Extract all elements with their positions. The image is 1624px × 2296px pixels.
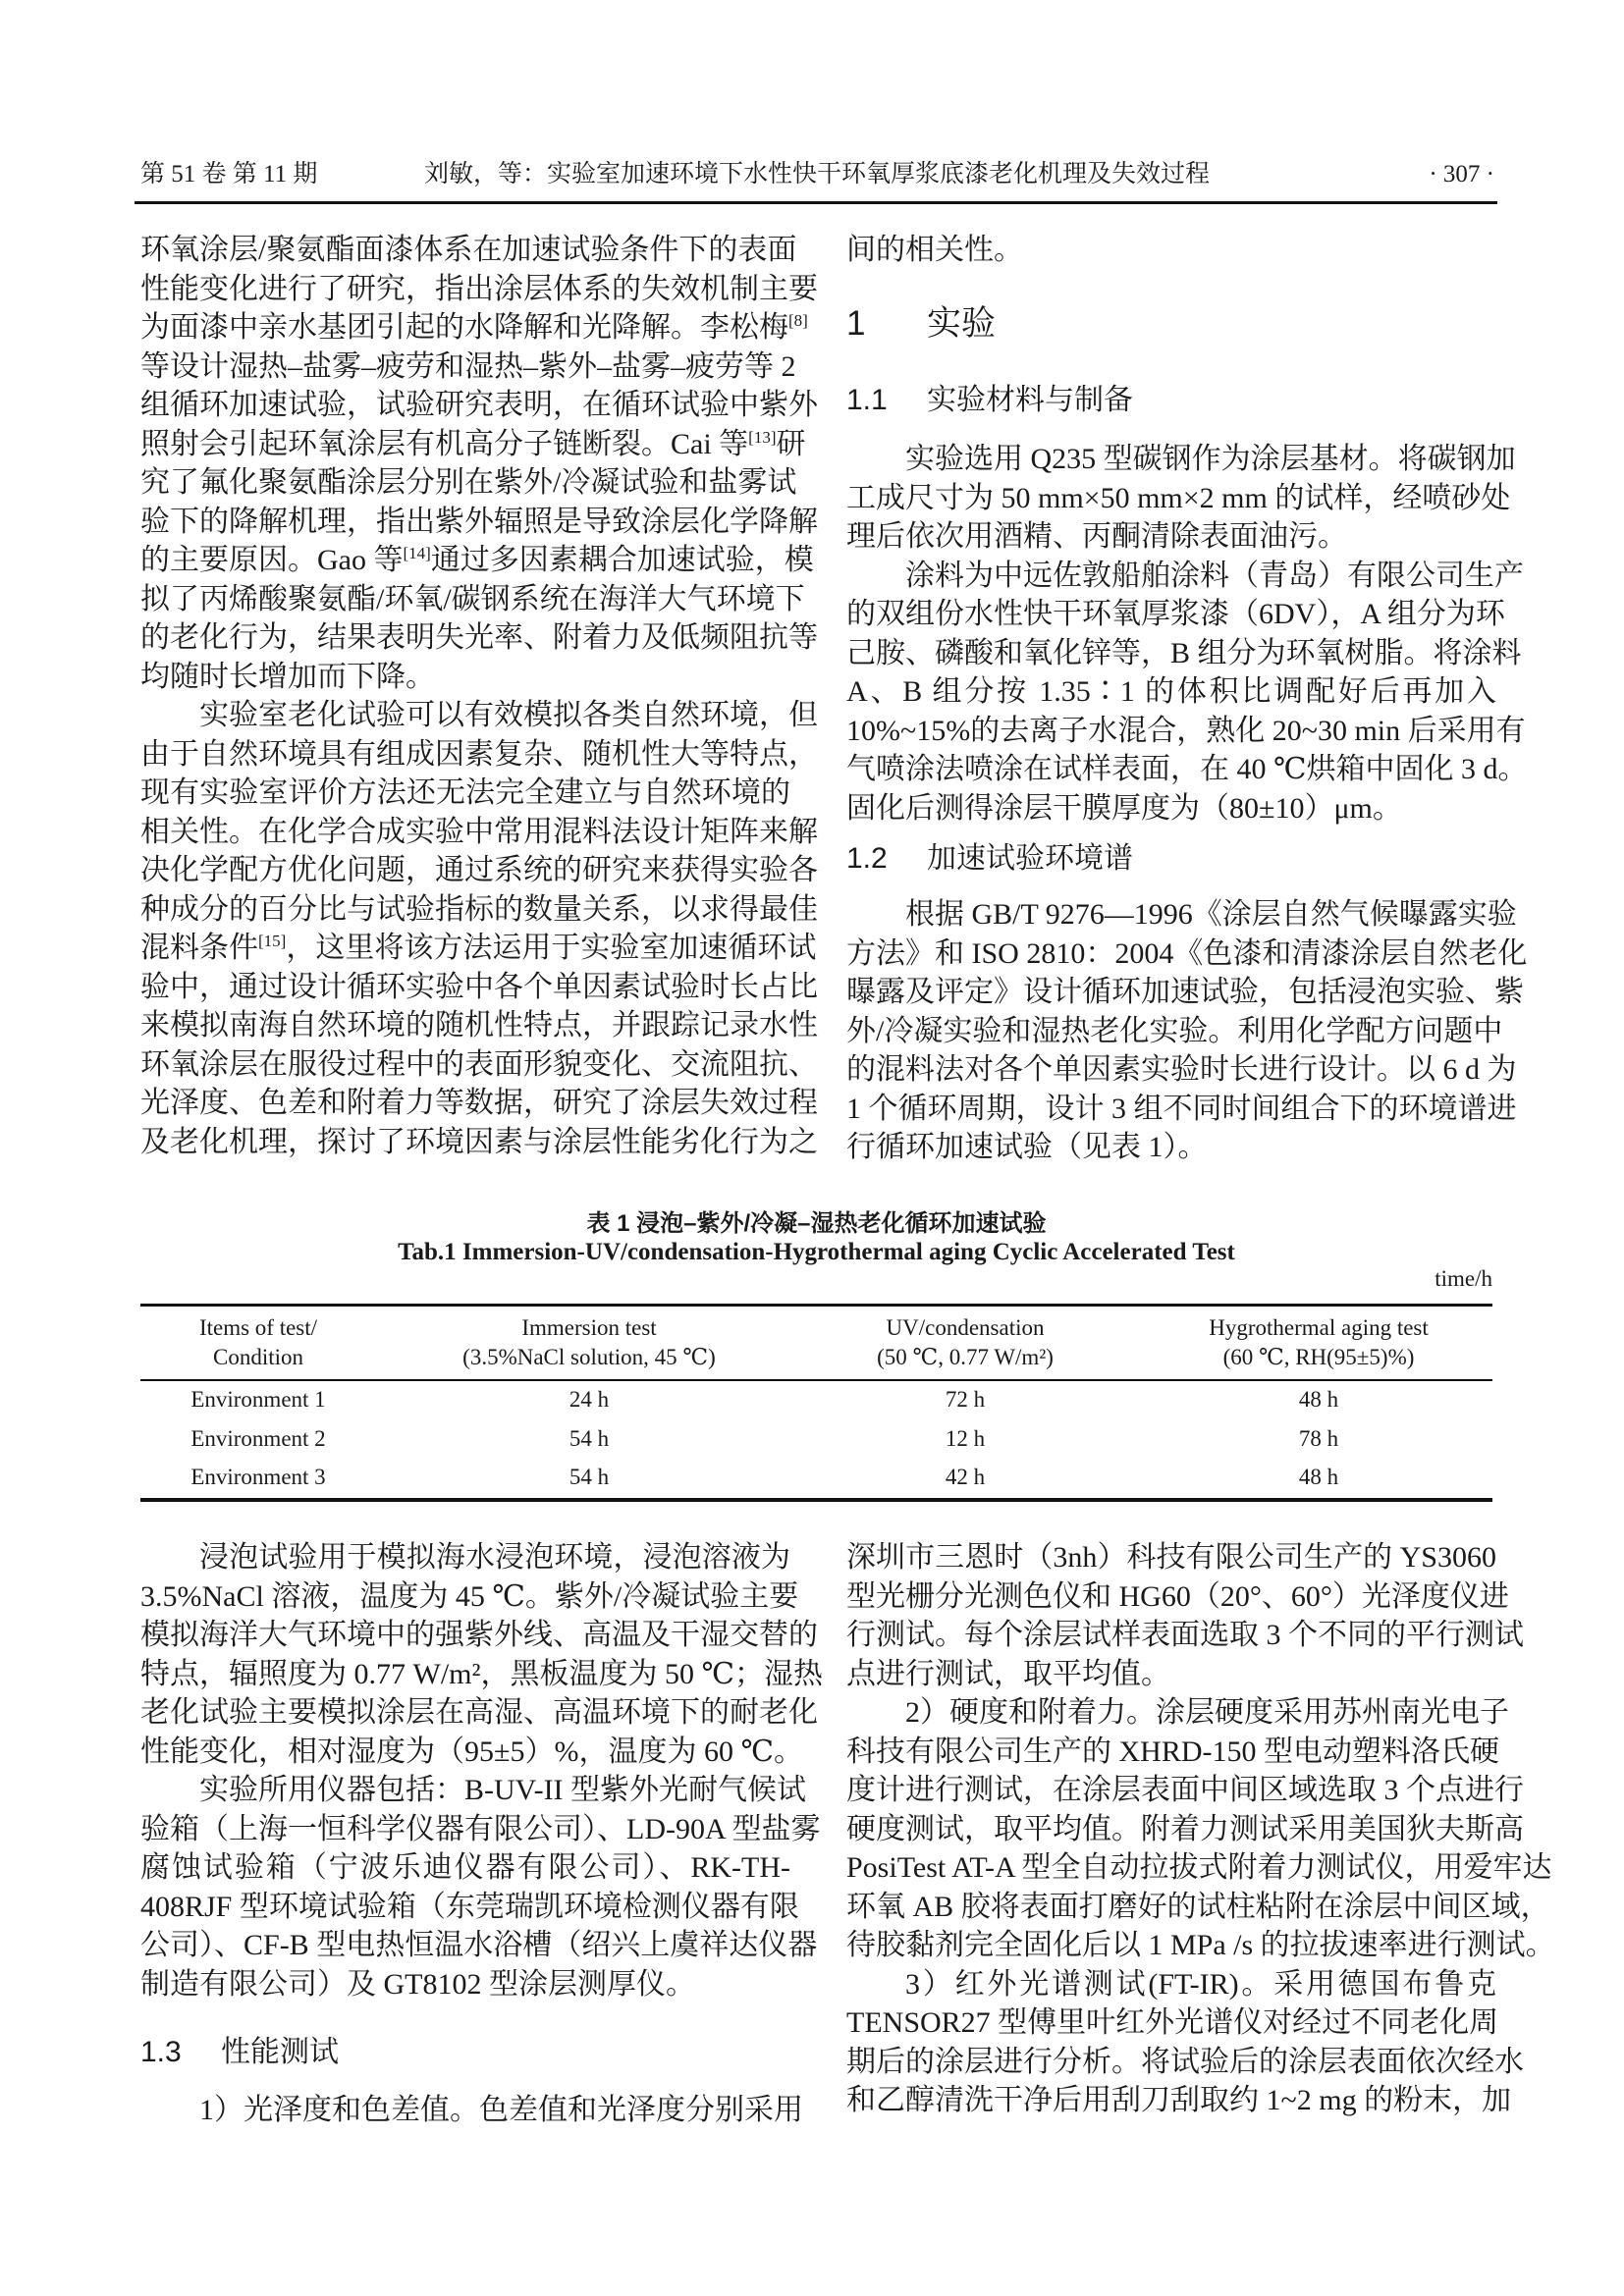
citation-superscript: [15] — [258, 932, 287, 950]
text-line: 均随时长增加而下降。 — [140, 660, 435, 693]
text-line: A、B 组分按 1.35∶1 的体积比调配好后再加入 — [846, 675, 1496, 708]
text-line: 老化试验主要模拟涂层在高湿、高温环境下的耐老化 — [140, 1696, 818, 1729]
section-heading-1 — [846, 304, 1496, 344]
text-segment: 照射会引起环氧涂层有机高分子链断裂。Cai 等 — [140, 427, 749, 460]
text-line: 性能变化，相对湿度为（95±5）%，温度为 60 ℃。 — [140, 1735, 804, 1768]
table-header-cell: Hygrothermal aging test — [1209, 1315, 1429, 1340]
table-cell: 78 h — [1298, 1426, 1339, 1451]
text-line: 组循环加速试验，试验研究表明，在循环试验中紫外 — [140, 389, 818, 421]
text-line: 公司）、CF-B 型电热恒温水浴槽（绍兴上虞祥达仪器 — [140, 1929, 818, 1961]
table-header-cell: Immersion test — [521, 1315, 657, 1340]
section-number: 1 — [846, 304, 866, 343]
section-heading-1-2 — [846, 839, 1496, 879]
text-line: 实验室老化试验可以有效模拟各类自然环境，但 — [199, 699, 818, 731]
paragraph — [140, 696, 818, 1161]
text-line: 间的相关性。 — [846, 234, 1023, 266]
text-line: 相关性。在化学合成实验中常用混料法设计矩阵来解 — [140, 815, 818, 848]
text-segment: ，这里将该方法运用于实验室加速循环试 — [286, 932, 817, 964]
text-line: 2）硬度和附着力。涂层硬度采用苏州南光电子 — [905, 1696, 1509, 1729]
text-line: 特点，辐照度为 0.77 W/m²，黑板温度为 50 ℃；湿热 — [140, 1657, 824, 1690]
volume-issue: 第 51 卷 第 11 期 — [140, 161, 318, 187]
text-line: 实验所用仪器包括：B-UV-II 型紫外光耐气候试 — [199, 1774, 807, 1806]
section-title: 加速试验环境谱 — [927, 842, 1133, 875]
text-line: 由于自然环境具有组成因素复杂、随机性大等特点， — [140, 737, 818, 771]
text-segment: 为面漆中亲水基团引起的水降解和光降解。李松梅 — [140, 311, 788, 344]
paragraph — [140, 2091, 803, 2130]
text-line: 待胶黏剂完全固化后以 1 MPa /s 的拉拔速率进行测试。 — [846, 1929, 1555, 1961]
paragraph — [846, 440, 1516, 557]
text-line: 涂料为中远佐敦船舶涂料（青岛）有限公司生产 — [905, 559, 1524, 592]
text-line: 己胺、磷酸和氧化锌等，B 组分为环氧树脂。将涂料 — [846, 636, 1522, 669]
text-line: 验中，通过设计循环实验中各个单因素试验时长占比 — [140, 970, 818, 1003]
text-line: 深圳市三恩时（3nh）科技有限公司生产的 YS3060 — [846, 1541, 1496, 1574]
table-cell: 42 h — [945, 1465, 986, 1489]
text-line: 的老化行为，结果表明失光率、附着力及低频阻抗等 — [140, 621, 818, 654]
citation-superscript: [14] — [403, 544, 431, 562]
table-unit: time/h — [1435, 1266, 1492, 1291]
table-header-cell: Condition — [212, 1345, 303, 1369]
citation-superscript: [13] — [748, 427, 777, 447]
table-row-label: Environment 2 — [190, 1426, 326, 1451]
text-line: 的双组份水性快干环氧厚浆漆（6DV），A 组分为环 — [846, 598, 1505, 630]
table-cell: 54 h — [568, 1465, 610, 1489]
text-line: 气喷涂法喷涂在试样表面，在 40 ℃烘箱中固化 3 d。 — [846, 753, 1528, 785]
text-line: 制造有限公司）及 GT8102 型涂层测厚仪。 — [140, 1967, 695, 2001]
text-line: 期后的涂层进行分析。将试验后的涂层表面依次经水 — [846, 2045, 1524, 2078]
paragraph — [846, 1965, 1524, 2120]
text-line: 10%~15%的去离子水混合，熟化 20~30 min 后采用有 — [846, 714, 1526, 747]
text-line: 种成分的百分比与试验指标的数量关系，以求得最佳 — [140, 892, 818, 926]
text-line: 等设计湿热–盐雾–疲劳和湿热–紫外–盐雾–疲劳等 2 — [140, 349, 796, 383]
section-title: 性能测试 — [221, 2036, 339, 2068]
table-header-cell: (3.5%NaCl solution, 45 ℃) — [462, 1345, 716, 1369]
text-line: 实验选用 Q235 型碳钢作为涂层基材。将碳钢加 — [905, 443, 1516, 475]
paragraph — [140, 231, 818, 696]
text-line: 性能变化进行了研究，指出涂层体系的失效机制主要 — [140, 272, 818, 305]
text-line: 3）红外光谱测试(FT-IR)。采用德国布鲁克 — [905, 1967, 1496, 2001]
section-number: 1.3 — [140, 2036, 182, 2068]
table-cell: 54 h — [568, 1426, 610, 1451]
table-header-cell: (50 ℃, 0.77 W/m²) — [877, 1345, 1054, 1369]
text-segment: 混料条件 — [140, 932, 258, 964]
table-cell: 24 h — [568, 1387, 610, 1412]
text-line: 验下的降解机理，指出紫外辐照是导致涂层化学降解 — [140, 505, 818, 538]
table-cell: 48 h — [1298, 1465, 1339, 1489]
section-number: 1.2 — [846, 842, 888, 875]
text-line: 环氧涂层在服役过程中的表面形貌变化、交流阻抗、 — [140, 1047, 818, 1081]
text-line: 现有实验室评价方法还无法完全建立与自然环境的 — [140, 776, 790, 809]
citation-superscript: [8] — [788, 311, 808, 330]
text-line: 腐蚀试验箱（宁波乐迪仪器有限公司）、RK-TH- — [140, 1851, 790, 1884]
table-row-label: Environment 3 — [190, 1465, 326, 1489]
text-line: 及老化机理，探讨了环境因素与涂层性能劣化行为之 — [140, 1125, 818, 1158]
table-bottom-rule — [140, 1498, 1492, 1502]
running-title: 刘敏，等：实验室加速环境下水性快干环氧厚浆底漆老化机理及失效过程 — [424, 161, 1211, 187]
text-line: TENSOR27 型傅里叶红外光谱仪对经过不同老化周 — [846, 2006, 1499, 2039]
text-line: 光泽度、色差和附着力等数据，研究了涂层失效过程 — [140, 1087, 818, 1119]
table-caption-cn: 表 1 浸泡–紫外/冷凝–湿热老化循环加速试验 — [586, 1210, 1047, 1237]
table-caption-en: Tab.1 Immersion-UV/condensation-Hygrothermal aging Cyclic Accelerated Test — [398, 1239, 1235, 1265]
table-cell: 12 h — [945, 1426, 986, 1451]
paragraph — [846, 231, 1496, 270]
text-line: 点进行测试，取平均值。 — [846, 1657, 1170, 1690]
text-line: 硬度测试，取平均值。附着力测试采用美国狄夫斯高 — [846, 1812, 1524, 1845]
text-line: 方法》和 ISO 2810：2004《色漆和清漆涂层自然老化 — [846, 936, 1528, 970]
text-line: 1 个循环周期，设计 3 组不同时间组合下的环境谱进 — [846, 1092, 1517, 1125]
section-number: 1.1 — [846, 384, 888, 416]
text-line: 度计进行测试，在涂层表面中间区域选取 3 个点进行 — [846, 1774, 1524, 1806]
text-line: 和乙醇清洗干净后用刮刀刮取约 1~2 mg 的粉末，加 — [846, 2084, 1512, 2116]
text-line: 环氧 AB 胶将表面打磨好的试柱粘附在涂层中间区域， — [846, 1890, 1550, 1923]
text-segment: 研 — [776, 427, 806, 460]
text-line — [140, 929, 817, 968]
text-line: 拟了丙烯酸聚氨酯/环氧/碳钢系统在海洋大气环境下 — [140, 582, 805, 615]
text-line: 固化后测得涂层干膜厚度为（80±10）μm。 — [846, 791, 1402, 825]
text-line: 模拟海洋大气环境中的强紫外线、高温及干湿交替的 — [140, 1619, 818, 1651]
table-row-label: Environment 1 — [190, 1387, 326, 1412]
paragraph — [846, 557, 1528, 828]
table-header-cell: Items of test/ — [198, 1315, 318, 1340]
header-rule — [135, 201, 1497, 204]
text-line: 工成尺寸为 50 mm×50 mm×2 mm 的试样，经喷砂处 — [846, 481, 1511, 514]
text-line: 验箱（上海一恒科学仪器有限公司）、LD-90A 型盐雾 — [140, 1812, 821, 1845]
section-title: 实验材料与制备 — [927, 384, 1133, 416]
text-line: 浸泡试验用于模拟海水浸泡环境，浸泡溶液为 — [199, 1541, 790, 1574]
text-line: 根据 GB/T 9276—1996《涂层自然气候曝露实验 — [905, 898, 1517, 931]
text-line: 科技有限公司生产的 XHRD-150 型电动塑料洛氏硬 — [846, 1735, 1499, 1768]
paragraph — [846, 1693, 1555, 1965]
paragraph — [846, 1538, 1524, 1693]
text-line: 行测试。每个涂层试样表面选取 3 个不同的平行测试 — [846, 1619, 1524, 1651]
table-top-rule — [140, 1304, 1492, 1307]
table-header-cell: UV/condensation — [886, 1315, 1045, 1340]
section-heading-1-3 — [140, 2033, 790, 2072]
text-line: 来模拟南海自然环境的随机性特点，并跟踪记录水性 — [140, 1009, 818, 1041]
text-line: 究了氟化聚氨酯涂层分别在紫外/冷凝试验和盐雾试 — [140, 466, 797, 499]
paragraph — [140, 1538, 824, 1771]
text-line: 理后依次用酒精、丙酮清除表面油污。 — [846, 520, 1347, 553]
table-header-rule — [140, 1379, 1492, 1381]
text-line: 型光栅分光测色仪和 HG60（20°、60°）光泽度仪进 — [846, 1579, 1509, 1613]
text-line: 决化学配方优化问题，通过系统的研究来获得实验各 — [140, 854, 818, 886]
section-heading-1-1 — [846, 381, 1496, 420]
table-cell: 48 h — [1298, 1387, 1339, 1412]
page-number: · 307 · — [1429, 161, 1494, 187]
text-line: 曝露及评定》设计循环加速试验，包括浸泡实验、紫 — [846, 976, 1524, 1008]
text-line: 行循环加速试验（见表 1）。 — [846, 1131, 1208, 1163]
text-line: 408RJF 型环境试验箱（东莞瑞凯环境检测仪器有限 — [140, 1890, 799, 1923]
text-line: 外/冷凝实验和湿热老化实验。利用化学配方问题中 — [846, 1014, 1503, 1047]
text-line: PosiTest AT-A 型全自动拉拔式附着力测试仪，用爱牢达 — [846, 1851, 1552, 1884]
paragraph — [140, 1771, 821, 2003]
text-line: 的混料法对各个单因素实验时长进行设计。以 6 d 为 — [846, 1053, 1517, 1086]
text-line: 环氧涂层/聚氨酯面漆体系在加速试验条件下的表面 — [140, 234, 797, 266]
text-line: 3.5%NaCl 溶液，温度为 45 ℃。紫外/冷凝试验主要 — [140, 1579, 799, 1613]
text-line — [140, 308, 808, 347]
text-segment: 通过多因素耦合加速试验，模 — [430, 544, 814, 576]
text-segment: 的主要原因。Gao 等 — [140, 544, 404, 576]
text-line — [140, 425, 806, 464]
text-line: 1）光泽度和色差值。色差值和光泽度分别采用 — [199, 2094, 803, 2126]
text-line — [140, 541, 814, 580]
table-cell: 72 h — [945, 1387, 986, 1412]
paragraph — [846, 895, 1528, 1167]
table-header-cell: (60 ℃, RH(95±5)%) — [1222, 1345, 1415, 1369]
section-title: 实验 — [927, 304, 997, 343]
